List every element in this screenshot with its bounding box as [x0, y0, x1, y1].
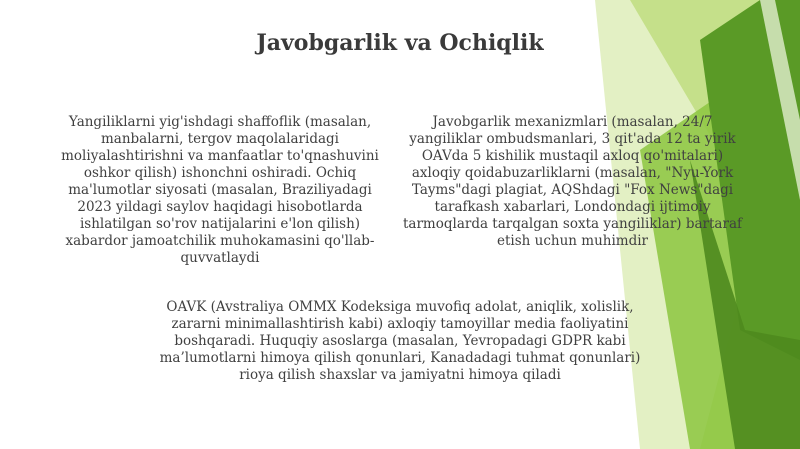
slide-title: Javobgarlik va Ochiqlik [256, 30, 544, 56]
left-paragraph: Yangiliklarni yig'ishdagi shaffoflik (masalan, manbalarni, tergov maqolalaridagi moliyalashtirishni va manfaatlar to'qnashuvini oshkor qilish) ishonchni oshiradi. Ochiq ma'lumotlar siyosati (masalan, Braziliyadagi 2023 yildagi saylov haqidagi hisobotlarda ishlatilgan so'rov natijalarini e'lon qilish) xabardor jamoatchilik muhokamasini qo'llab-quvvatlaydi [61, 114, 379, 266]
right-paragraph: Javobgarlik mexanizmlari (masalan, 24/7 yangiliklar ombudsmanlari, 3 qit'ada 12 ta yirik OAVda 5 kishilik mustaqil axloq qo'mitalari) axloqiy qoidabuzarliklarni (masalan, "Nyu-York Tayms"dagi plagiat, AQShdagi "Fox News"dagi tarafkash xabarlari, Londondagi ijtimoiy tarmoqlarda tarqalgan soxta yangiliklar) bartaraf etish uchun muhimdir [403, 114, 742, 249]
bottom-paragraph: OAVK (Avstraliya OMMX Kodeksiga muvofiq adolat, aniqlik, xolislik, zararni minimallashtirish kabi) axloqiy tamoyillar media faoliyatini boshqaradi. Huquqiy asoslarga (masalan, Yevropadagi GDPR kabi ma’lumotlarni himoya qilish qonunlari, Kanadadagi tuhmat qonunlari) rioya qilish shaxslar va jamiyatni himoya qiladi [159, 299, 641, 383]
